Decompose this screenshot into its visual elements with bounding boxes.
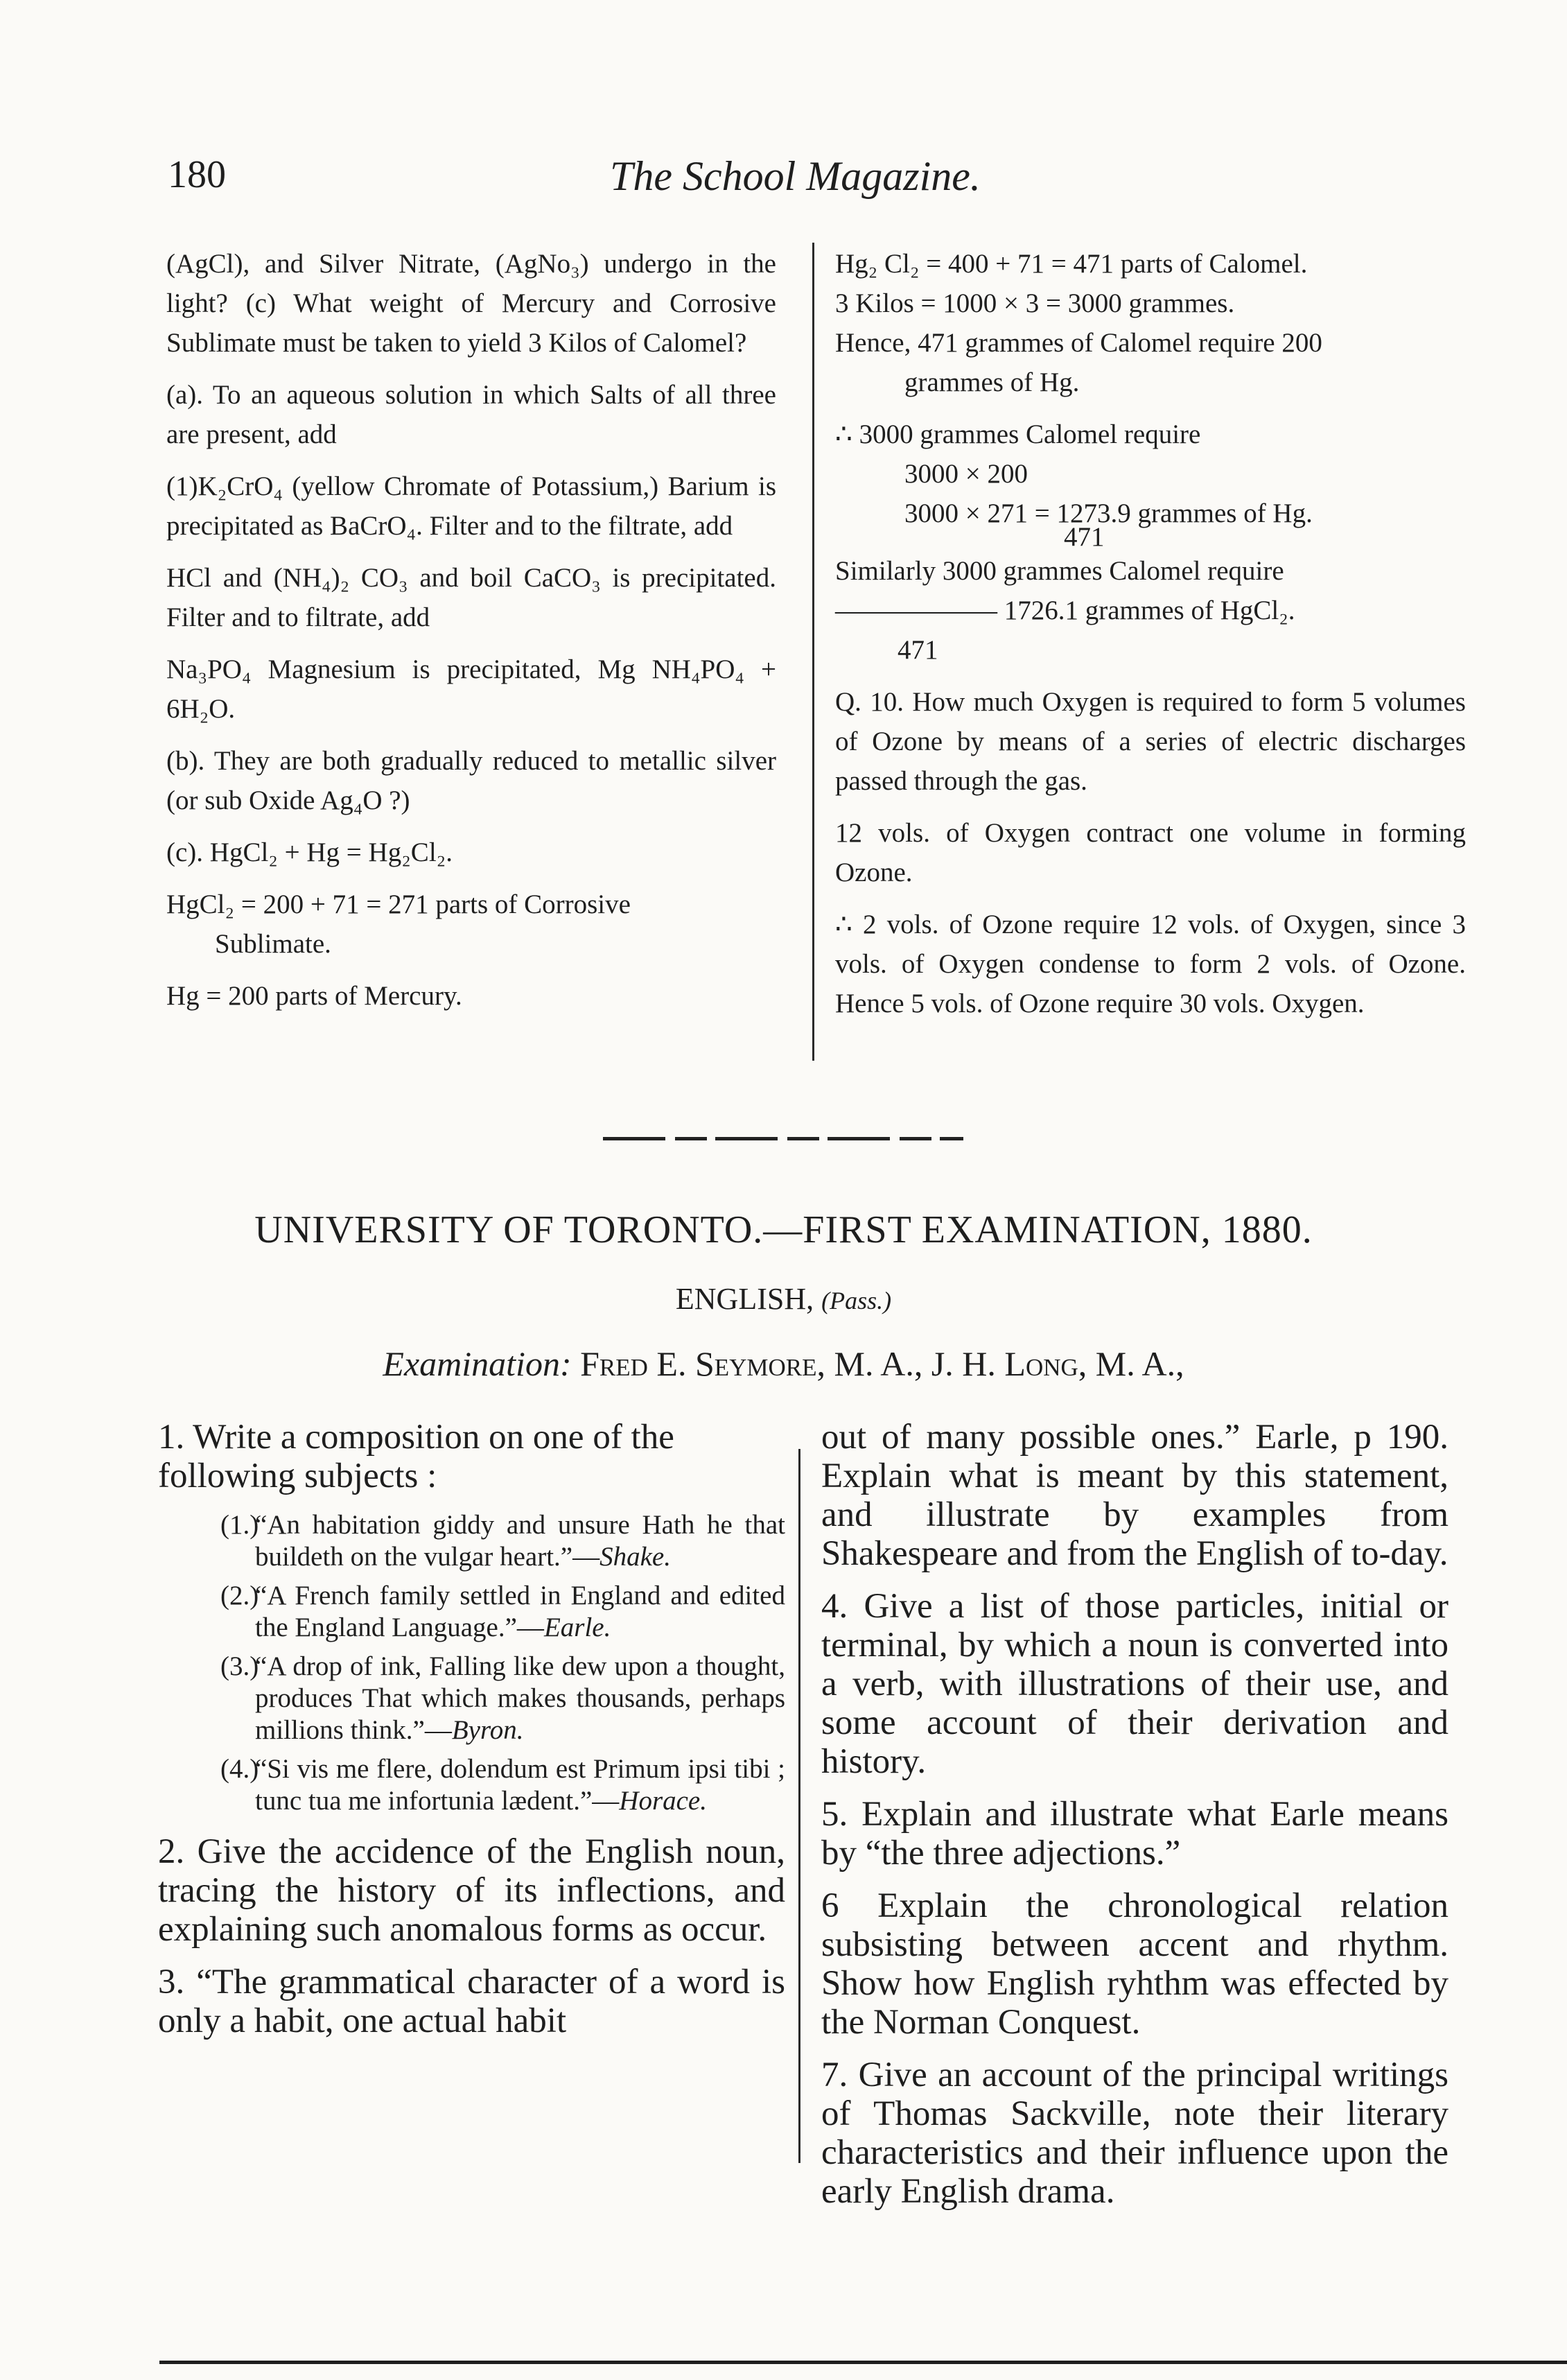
chem-paragraph: ∴ 2 vols. of Ozone require 12 vols. of Oxygen, since 3 vols. of Oxygen condense to form 2 vols. of Ozone. Hence 5 vols. of Ozone require 30 vols. Oxygen. — [835, 910, 1466, 1018]
chem-line: 471 — [1064, 522, 1105, 552]
exam-subject — [0, 1281, 1567, 1317]
subject-number: (2.) — [220, 1581, 259, 1610]
chem-line: 3 Kilos = 1000 × 3 = 3000 grammes. — [835, 288, 1235, 318]
question-7: 7. Give an account of the principal writings of Thomas Sackville, note their literary characteristics and their influence upon the early English drama. — [821, 2056, 1448, 2211]
chem-paragraph: HCl and (NH₄)₂ CO₃ and boil CaCO₃ is precipitated. Filter and to filtrate, add — [166, 563, 776, 632]
subject-quote: “An habitation giddy and unsure Hath he that buildeth on the vulgar heart.”— — [255, 1510, 785, 1572]
chem-paragraph: 12 vols. of Oxygen contract one volume in forming Ozone. — [835, 818, 1466, 887]
chem-paragraph: (b). They are both gradually reduced to metallic silver (or sub Oxide Ag₄O ?) — [166, 746, 776, 815]
subject-item — [158, 1580, 785, 1644]
chem-line: grammes of Hg. — [904, 367, 1080, 397]
exam-subject-note: (Pass.) — [821, 1287, 892, 1314]
questions-left-column — [158, 1418, 785, 2054]
chem-line: Hg₂ Cl₂ = 400 + 71 = 471 parts of Calomel. — [835, 249, 1308, 279]
subject-number: (3.) — [220, 1651, 259, 1681]
exam-subject-name: ENGLISH, — [675, 1282, 814, 1316]
examiners-label: Examination: — [383, 1344, 572, 1383]
subject-quote: “A drop of ink, Falling like dew upon a thought, produces That which makes thousands, perhaps millions think.”— — [255, 1651, 785, 1745]
chem-paragraph: Na₃PO₄ Magnesium is precipitated, Mg NH₄PO₄ + 6H₂O. — [166, 654, 776, 724]
chem-line: Hence, 471 grammes of Calomel require 200 — [835, 328, 1322, 358]
subject-number: (4.) — [220, 1754, 259, 1784]
subject-text — [255, 1509, 785, 1573]
footer-rule — [159, 2361, 1567, 2364]
chem-line: HgCl₂ = 200 + 71 = 271 parts of Corrosive — [166, 889, 631, 919]
subject-number: (1.) — [220, 1510, 259, 1540]
chem-line: 471 — [898, 635, 938, 665]
column-divider — [798, 1449, 800, 2163]
subject-text — [255, 1580, 785, 1644]
chem-paragraph: Q. 10. How much Oxygen is required to form 5 volumes of Ozone by means of a series of electric discharges passed through the gas. — [835, 687, 1466, 796]
chem-paragraph: (1)K₂CrO₄ (yellow Chromate of Potassium,) Barium is precipitated as BaCrO₄. Filter and to the filtrate, add — [166, 471, 776, 541]
section-separator — [603, 1137, 963, 1140]
subject-item — [158, 1753, 785, 1817]
chem-line: —————— 1726.1 grammes of HgCl₂. — [835, 596, 1295, 625]
chem-line: ∴ 3000 grammes Calomel require — [835, 419, 1201, 449]
exam-title: UNIVERSITY OF TORONTO.—FIRST EXAMINATION, 1880. — [254, 1208, 1313, 1251]
question-6: 6 Explain the chronological relation subsisting between accent and rhythm. Show how English ryhthm was effected by the Norman Conquest. — [821, 1886, 1448, 2042]
page-number: 180 — [168, 153, 226, 196]
question-2: 2. Give the accidence of the English noun, tracing the history of its inflections, and explaining such anomalous forms as occur. — [158, 1832, 785, 1949]
subject-text — [255, 1651, 785, 1746]
subject-source: Shake. — [599, 1542, 671, 1572]
subject-item — [158, 1651, 785, 1746]
examiners-line — [0, 1344, 1567, 1384]
column-divider — [812, 243, 814, 1061]
examiners-names: Fred E. Seymore, M. A., J. H. Long, M. A., — [580, 1344, 1184, 1383]
subject-text — [255, 1753, 785, 1817]
chem-line: Similarly 3000 grammes Calomel require — [835, 556, 1284, 586]
chemistry-answer-right-column — [835, 244, 1466, 1036]
question-1: 1. Write a composition on one of the following subjects : — [158, 1418, 674, 1495]
chem-paragraph: (a). To an aqueous solution in which Salts of all three are present, add — [166, 380, 776, 449]
question-5: 5. Explain and illustrate what Earle means by “the three adjections.” — [821, 1795, 1448, 1873]
question-3-continued: out of many possible ones.” Earle, p 190. Explain what is meant by this statement, and illustrate by examples from Shakespeare and from the English of to-day. — [821, 1418, 1448, 1573]
subject-quote: “Si vis me flere, dolendum est Primum ipsi tibi ; tunc tua me infortunia lædent.”— — [255, 1754, 785, 1816]
chem-line: (c). HgCl₂ + Hg = Hg₂Cl₂. — [166, 837, 453, 867]
chem-line: 3000 × 271 = 1273.9 grammes of Hg. — [904, 498, 1313, 528]
running-title: The School Magazine. — [610, 153, 981, 199]
subject-source: Byron. — [451, 1715, 524, 1745]
subject-source: Earle. — [543, 1613, 611, 1642]
subject-quote: “A French family settled in England and edited the England Language.”— — [255, 1581, 785, 1642]
chem-line: Sublimate. — [215, 929, 331, 959]
subject-list — [158, 1509, 785, 1817]
subject-source: Horace. — [619, 1786, 707, 1816]
chem-paragraph: (AgCl), and Silver Nitrate, (AgNo₃) undergo in the light? (c) What weight of Mercury and Corrosive Sublimate must be taken to yield 3 Kilos of Calomel? — [166, 249, 776, 358]
chemistry-answer-left-column — [166, 244, 776, 1028]
questions-right-column — [821, 1418, 1448, 2225]
question-3: 3. “The grammatical character of a word is only a habit, one actual habit — [158, 1963, 785, 2040]
question-4: 4. Give a list of those particles, initial or terminal, by which a noun is converted into a verb, with illustrations of their use, and some account of their derivation and history. — [821, 1587, 1448, 1781]
subject-item — [158, 1509, 785, 1573]
chem-line: 3000 × 200 — [904, 459, 1028, 489]
chem-line: Hg = 200 parts of Mercury. — [166, 981, 462, 1011]
